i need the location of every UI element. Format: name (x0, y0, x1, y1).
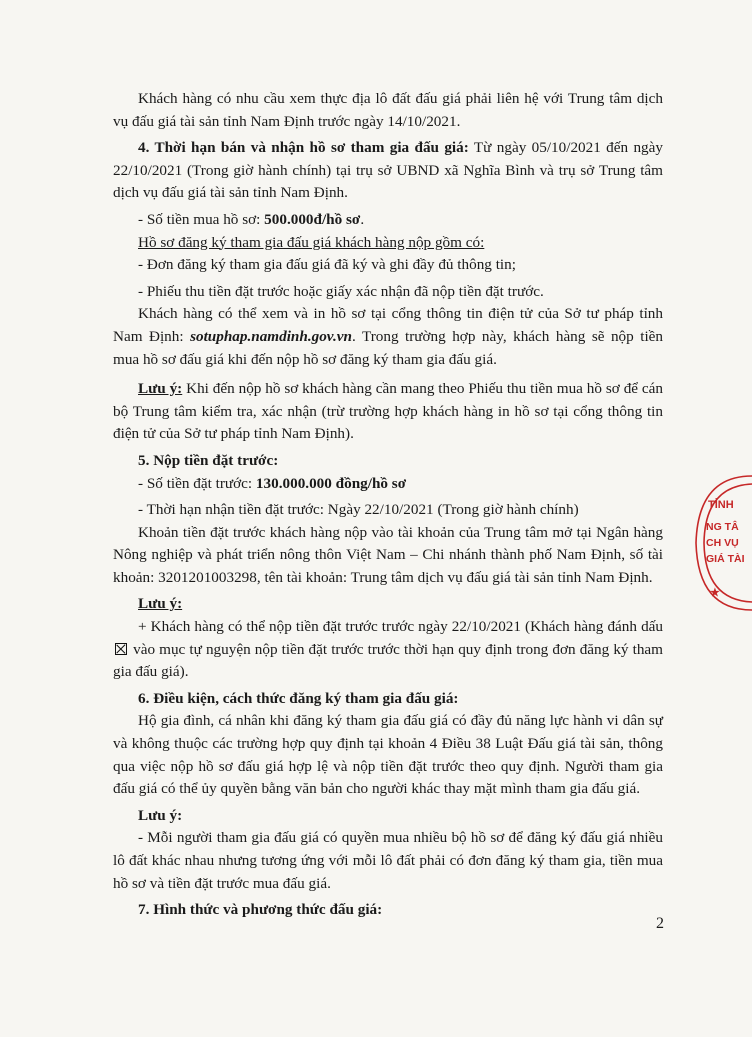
checked-box-icon (115, 643, 127, 655)
page-number: 2 (656, 915, 664, 932)
note-heading-deposit: Lưu ý: (138, 595, 183, 613)
dossier-item-application: - Đơn đăng ký tham gia đấu giá đã ký và ghi đầy đủ thông tin; (138, 256, 516, 274)
deposit-deadline-item: - Thời hạn nhận tiền đặt trước: Ngày 22/10/2021 (Trong giờ hành chính) (138, 501, 579, 519)
note-multiple-dossiers: - Mỗi người tham gia đấu giá có quyền mua nhiều bộ hồ sơ để đăng ký đấu giá nhiều lô đất khác nhau nhưng tương ứng với mỗi lô đất phải có đơn đăng ký tham gia, tiền mua hồ sơ và tiền đặt trước mua đấu giá. (113, 829, 663, 892)
portal-link[interactable]: sotuphap.namdinh.gov.vn (190, 327, 352, 345)
deposit-amount-item: - Số tiền đặt trước: 130.000.000 đồng/hồ sơ (138, 474, 407, 492)
svg-text:GIÁ TÀI: GIÁ TÀI (706, 553, 745, 565)
note-heading-registration: Lưu ý: (138, 806, 183, 824)
section-4-heading-paragraph: 4. Thời hạn bán và nhận hồ sơ tham gia đấu giá: Từ ngày 05/10/2021 đến ngày 22/10/2021 (Trong giờ hành chính) tại trụ sở UBND xã Nghĩa Bình và trụ sở Trung tâm dịch vụ đấu giá tài sản tỉnh Nam Định. (113, 139, 663, 202)
paragraph-portal: Khách hàng có thể xem và in hồ sơ tại cổng thông tin điện tử của Sở tư pháp tỉnh Nam Định: sotuphap.namdinh.gov.vn. Trong trường hợp này, khách hàng sẽ nộp tiền mua hồ sơ đấu giá khi đến nộp hồ sơ đăng ký tham gia đấu giá. (113, 305, 663, 368)
section-5-heading: 5. Nộp tiền đặt trước: (138, 451, 279, 469)
svg-text:★: ★ (710, 587, 720, 599)
paragraph-eligibility: Hộ gia đình, cá nhân khi đăng ký tham gia đấu giá có đầy đủ năng lực hành vi dân sự và không thuộc các trường hợp quy định tại khoản 4 Điều 38 Luật Đấu giá tài sản, thông qua việc nộp hồ sơ đấu giá hợp lệ và nộp tiền đặt trước theo quy định. Người tham gia đấu giá có thể ủy quyền bằng văn bản cho người khác thay mặt mình tham gia đấu giá. (113, 712, 663, 798)
red-seal-stamp (692, 468, 752, 618)
dossier-price-item: - Số tiền mua hồ sơ: 500.000đ/hồ sơ. (138, 210, 365, 228)
document-body (113, 88, 663, 922)
svg-text:TỈNH: TỈNH (708, 499, 734, 511)
note-early-deposit: + Khách hàng có thể nộp tiền đặt trước trước ngày 22/10/2021 (Khách hàng đánh dấu vào mục tự nguyện nộp tiền đặt trước trước thời hạn quy định trong đơn đăng ký tham gia đấu giá). (113, 618, 663, 681)
note-receipt: Lưu ý: Khi đến nộp hồ sơ khách hàng cần mang theo Phiếu thu tiền mua hồ sơ để cán bộ Trung tâm kiểm tra, xác nhận (trừ trường hợp khách hàng in hồ sơ tại cổng thông tin điện tử của Sở tư pháp tỉnh Nam Định). (113, 380, 663, 443)
paragraph-site-visit: Khách hàng có nhu cầu xem thực địa lô đất đấu giá phải liên hệ với Trung tâm dịch vụ đấu giá tài sản tỉnh Nam Định trước ngày 14/10/2021. (113, 90, 663, 130)
section-7-heading: 7. Hình thức và phương thức đấu giá: (138, 901, 383, 919)
section-6-heading: 6. Điều kiện, cách thức đăng ký tham gia đấu giá: (138, 689, 459, 707)
svg-text:CH VỤ: CH VỤ (706, 537, 739, 549)
paragraph-bank-account: Khoản tiền đặt trước khách hàng nộp vào tài khoản của Trung tâm mở tại Ngân hàng Nông nghiệp và phát triển nông thôn Việt Nam – Chi nhánh thành phố Nam Định, số tài khoản: 3201201003298, tên tài khoản: Trung tâm dịch vụ đấu giá tài sản tỉnh Nam Định. (113, 523, 663, 586)
svg-text:NG TÂ: NG TÂ (706, 521, 739, 533)
dossier-item-receipt: - Phiếu thu tiền đặt trước hoặc giấy xác nhận đã nộp tiền đặt trước. (138, 282, 544, 300)
dossier-list-heading: Hồ sơ đăng ký tham gia đấu giá khách hàng nộp gồm có: (138, 233, 485, 251)
